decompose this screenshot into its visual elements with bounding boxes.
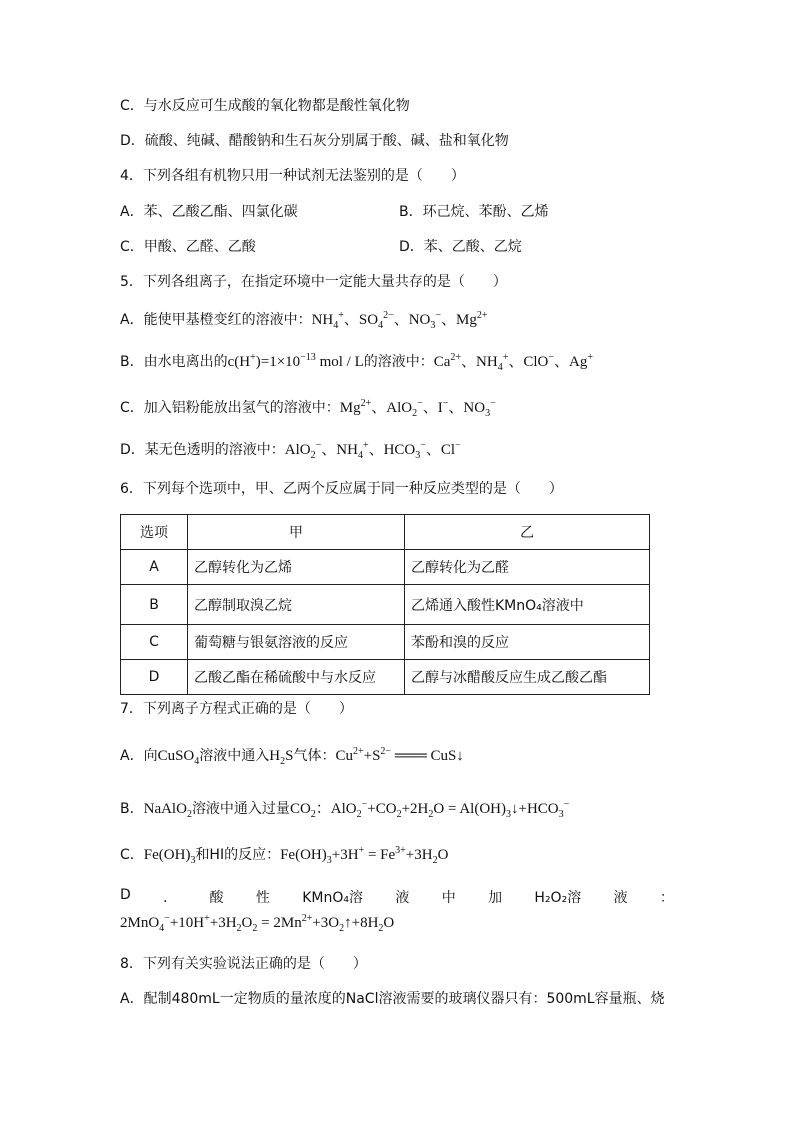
q6-stem: 6．下列每个选项中，甲、乙两个反应属于同一种反应类型的是（ ）	[120, 481, 563, 497]
row-yi: 乙醇与冰醋酸反应生成乙酸乙酯	[405, 660, 650, 695]
row-label: A	[121, 550, 188, 585]
q5-option-c	[120, 399, 496, 417]
q7-d-equation: $2MnO_4^-+10H^++3H_2O_2$ = $2Mn^{2+}+3O_2↑+8H_2O$	[120, 913, 395, 934]
q7-stem: 7．下列离子方程式正确的是（ ）	[120, 701, 353, 717]
row-label: D	[121, 660, 188, 695]
q7-b-equation: $CO_2$：$AlO_2^-+CO_2+2H_2O$ = $Al(OH)_3↓+HCO_3^-$	[289, 799, 570, 820]
q4-option-d: D．苯、乙酸、乙烷	[399, 239, 522, 255]
q7-option-b: B．NaAlO$_2$溶液中通入过量$CO_2$：$AlO_2^-+CO_2+2H_2O$ = $Al(OH)_3↓+HCO_3^-$	[120, 799, 570, 820]
q3-option-c: C．与水反应可生成酸的氧化物都是酸性氧化物	[120, 98, 410, 114]
row-label: C	[121, 625, 188, 660]
q4-option-c: C．甲酸、乙醛、乙酸	[120, 239, 256, 255]
q4-stem: 4．下列各组有机物只用一种试剂无法鉴别的是（ ）	[120, 168, 465, 184]
q7-option-a: A．向CuSO$_4$溶液中通入$H_2S$气体：$Cu^{2+}+S^{2-}$ ═══ CuS↓	[120, 746, 464, 767]
table-row	[121, 625, 650, 660]
q5-a-ions: $NH_4^+$、$SO_4^{2-}$、$NO_3^-$、$Mg^{2+}$	[311, 310, 488, 331]
q5-b-text2: 的溶液中：	[363, 354, 434, 370]
row-yi: 苯酚和溴的反应	[405, 625, 650, 660]
q4-option-a: A．苯、乙酸乙酯、四氯化碳	[120, 204, 298, 220]
table-row	[121, 660, 650, 695]
q6-table	[120, 514, 650, 695]
row-jia: 乙酸乙酯在稀硫酸中与水反应	[188, 660, 405, 695]
q7-c-equation: $Fe(OH)_3+3H^+ = Fe^{3+}+3H_2O$	[280, 845, 449, 866]
q7-option-c: C．$Fe(OH)_3$和HI的反应：$Fe(OH)_3+3H^+ = Fe^{3+}+3H_2O$	[120, 845, 449, 866]
q5-c-text: C．加入铝粉能放出氢气的溶液中：	[120, 400, 340, 416]
row-yi: 乙醇转化为乙醛	[405, 550, 650, 585]
q5-stem: 5．下列各组离子，在指定环境中一定能大量共存的是（ ）	[120, 274, 507, 290]
header-yi: 乙	[405, 515, 650, 550]
q8-option-a: A．配制480mL一定物质的量浓度的NaCl溶液需要的玻璃仪器只有：500mL容量瓶、烧	[120, 991, 665, 1007]
q5-c-ions: $Mg^{2+}$、AlO$_2$−、I−、$NO_3^-$	[339, 398, 496, 419]
q5-b-ions: $Ca^{2+}$、$NH_4^+$、ClO−、Ag+	[433, 352, 593, 373]
table-row	[121, 550, 650, 585]
row-jia: 乙醇转化为乙烯	[188, 550, 405, 585]
table-row	[121, 585, 650, 625]
row-yi: 乙烯通入酸性KMnO₄溶液中	[405, 585, 650, 625]
q5-option-a	[120, 311, 488, 329]
q5-a-text: A．能使甲基橙变红的溶液中：	[120, 312, 312, 328]
q5-b-formula: $c(H^+)=1\times 10^{-13}$ mol / L	[227, 352, 364, 370]
row-jia: 乙醇制取溴乙烷	[188, 585, 405, 625]
header-jia: 甲	[188, 515, 405, 550]
header-option: 选项	[121, 515, 188, 550]
q3-option-d: D．硫酸、纯碱、醋酸钠和生石灰分别属于酸、碱、盐和氧化物	[120, 133, 509, 149]
q7-option-d-line1: D ． 酸 性 KMnO₄溶 液 中 加 H₂O₂溶 液 ：	[120, 887, 674, 906]
row-label: B	[121, 585, 188, 625]
q5-d-ions: AlO$_2$−、$NH_4^+$、$HCO_3^-$、Cl−	[284, 440, 461, 461]
q4-option-b: B．环己烷、苯酚、乙烯	[399, 204, 549, 220]
q5-b-text: B．由水电离出的	[120, 354, 228, 370]
q5-option-d	[120, 441, 461, 459]
q5-option-b	[120, 353, 593, 371]
q5-d-text: D．某无色透明的溶液中：	[120, 442, 285, 458]
row-jia: 葡萄糖与银氨溶液的反应	[188, 625, 405, 660]
table-header-row	[121, 515, 650, 550]
q7-a-equation: $Cu^{2+}+S^{2-}$ ═══ CuS↓	[335, 746, 464, 764]
q8-stem: 8．下列有关实验说法正确的是（ ）	[120, 956, 367, 972]
